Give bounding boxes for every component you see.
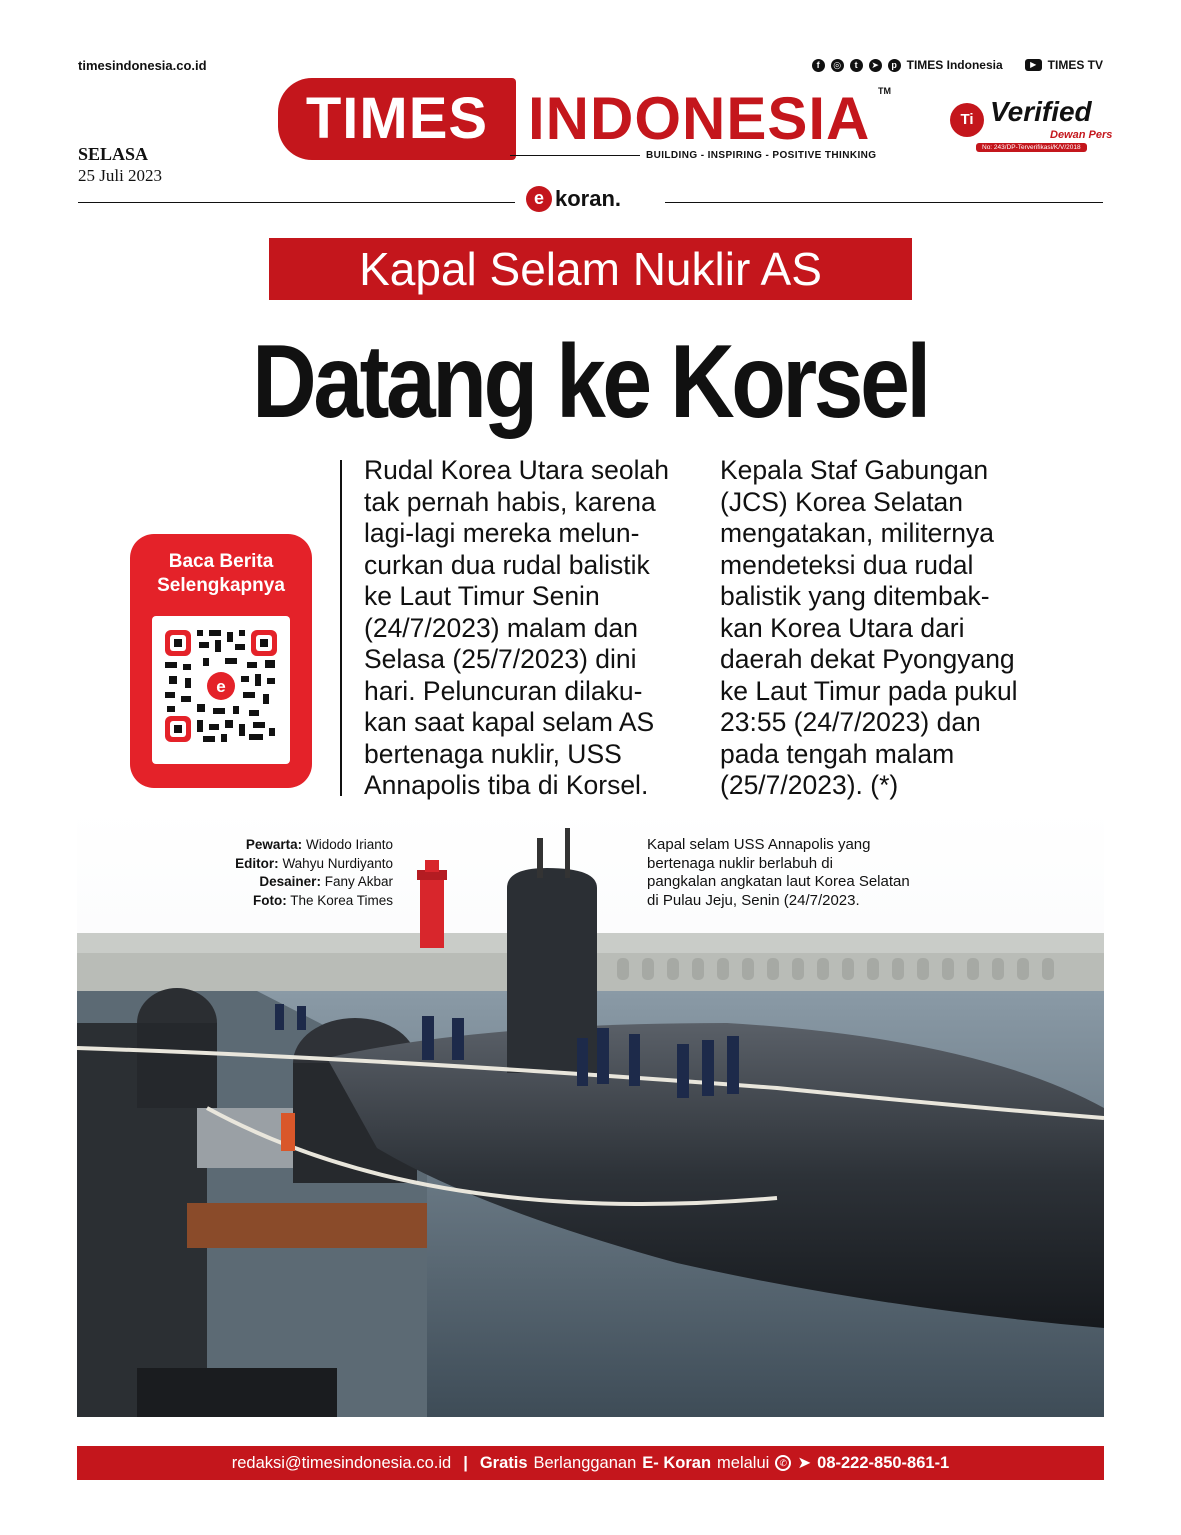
- col1-line: Annapolis tiba di Korsel.: [364, 770, 649, 800]
- credit-designer: Fany Akbar: [324, 874, 393, 889]
- caption-line: pangkalan angkatan laut Korea Selatan: [647, 873, 910, 890]
- logo-indonesia: INDONESIA: [528, 85, 871, 152]
- col2-line: pada tengah malam: [720, 738, 955, 769]
- footer-ekoran: E- Koran: [642, 1453, 712, 1472]
- credit-label: Editor:: [235, 855, 279, 871]
- logo-trademark: TM: [878, 86, 891, 96]
- footer-email[interactable]: redaksi@timesindonesia.co.id: [231, 1453, 452, 1472]
- verified-title: Verified: [990, 96, 1092, 127]
- logo-times: TIMES: [278, 78, 516, 160]
- whatsapp-icon[interactable]: ✆: [775, 1455, 791, 1471]
- youtube-icon[interactable]: ▶: [1025, 59, 1042, 71]
- column-rule: [340, 460, 342, 796]
- col1-line: ke Laut Timur Senin: [364, 581, 600, 611]
- verified-subtitle: Dewan Pers: [1050, 129, 1113, 141]
- credit-reporter: Widodo Irianto: [305, 837, 393, 852]
- issue-day: SELASA: [78, 144, 149, 164]
- col2-line: 23:55 (24/7/2023) dan: [720, 707, 981, 737]
- footer-gratis: Gratis: [479, 1453, 528, 1472]
- social-links: [812, 58, 1103, 72]
- col1-line: (24/7/2023) malam dan: [364, 612, 638, 643]
- main-headline: Datang ke Korsel: [252, 324, 928, 440]
- header-rule-left: [78, 202, 515, 203]
- article-column-2: [720, 455, 1070, 802]
- caption-line: di Pulau Jeju, Senin (24/7/2023.: [647, 891, 860, 909]
- credit-label: Pewarta:: [245, 837, 303, 852]
- qr-code-icon[interactable]: [163, 628, 279, 744]
- col1-line: curkan dua rudal balistik: [364, 549, 650, 580]
- col2-line: ke Laut Timur pada pukul: [720, 675, 1018, 706]
- instagram-icon[interactable]: ◎: [831, 59, 844, 72]
- ekoran-e-icon: e: [526, 186, 552, 212]
- pinterest-icon[interactable]: p: [888, 59, 901, 72]
- tagline: BUILDING - INSPIRING - POSITIVE THINKING: [646, 150, 877, 161]
- credit-photo: The Korea Times: [290, 892, 393, 908]
- telegram-icon[interactable]: ➤: [869, 59, 882, 72]
- credits: [150, 836, 393, 910]
- verified-registration: No: 243/DP-Terverifikasi/K/V/2018: [976, 143, 1087, 152]
- col1-line: Rudal Korea Utara seolah: [364, 455, 669, 485]
- credit-editor: Wahyu Nurdiyanto: [282, 855, 393, 871]
- qr-center-letter: e: [216, 677, 226, 696]
- qr-title-line-2: Selengkapnya: [157, 575, 285, 596]
- col2-line: balistik yang ditembak-: [720, 581, 990, 611]
- logo-underline: [510, 155, 640, 156]
- tv-label: TIMES TV: [1047, 58, 1103, 72]
- header-rule-right: [665, 202, 1103, 203]
- footer-via: melalui: [717, 1453, 770, 1472]
- social-handle: TIMES Indonesia: [906, 58, 1003, 72]
- footer-phone[interactable]: 08-222-850-861-1: [817, 1453, 950, 1472]
- col1-line: tak pernah habis, karena: [364, 486, 656, 517]
- photo-caption: [647, 836, 967, 910]
- col2-line: (25/7/2023). (*): [720, 770, 899, 800]
- qr-title-line-1: Baca Berita: [168, 551, 274, 572]
- col1-line: Selasa (25/7/2023) dini: [364, 644, 637, 674]
- col2-line: Kepala Staf Gabungan: [720, 455, 989, 485]
- col1-line: bertenaga nuklir, USS: [364, 738, 622, 769]
- qr-card-title: [130, 550, 312, 598]
- ekoran-logo: [526, 186, 621, 212]
- col1-line: kan saat kapal selam AS: [364, 707, 655, 737]
- col2-line: kan Korea Utara dari: [720, 612, 965, 643]
- telegram-footer-icon[interactable]: ➤: [797, 1454, 812, 1472]
- kicker-headline: Kapal Selam Nuklir AS: [359, 243, 822, 295]
- verified-badge-icon: Ti: [950, 103, 984, 137]
- issue-date: 25 Juli 2023: [78, 166, 163, 185]
- ekoran-text: koran.: [555, 186, 622, 211]
- footer-separator: |: [463, 1453, 468, 1472]
- caption-line: bertenaga nuklir berlabuh di: [647, 854, 833, 872]
- credit-label: Foto:: [252, 892, 287, 908]
- article-column-1: [364, 455, 710, 802]
- facebook-icon[interactable]: f: [812, 59, 825, 72]
- footer-bar: [77, 1446, 1104, 1480]
- col2-line: daerah dekat Pyongyang: [720, 644, 1015, 674]
- twitter-icon[interactable]: t: [850, 59, 863, 72]
- footer-subscribe: Berlangganan: [533, 1453, 637, 1472]
- col1-line: lagi-lagi mereka melun-: [364, 518, 640, 548]
- col2-line: mengatakan, militernya: [720, 518, 994, 548]
- credit-label: Desainer:: [259, 874, 321, 889]
- col2-line: mendeteksi dua rudal: [720, 549, 974, 580]
- col1-line: hari. Peluncuran dilaku-: [364, 675, 643, 706]
- site-url[interactable]: timesindonesia.co.id: [78, 58, 207, 73]
- caption-line: Kapal selam USS Annapolis yang: [647, 836, 871, 853]
- col2-line: (JCS) Korea Selatan: [720, 486, 964, 517]
